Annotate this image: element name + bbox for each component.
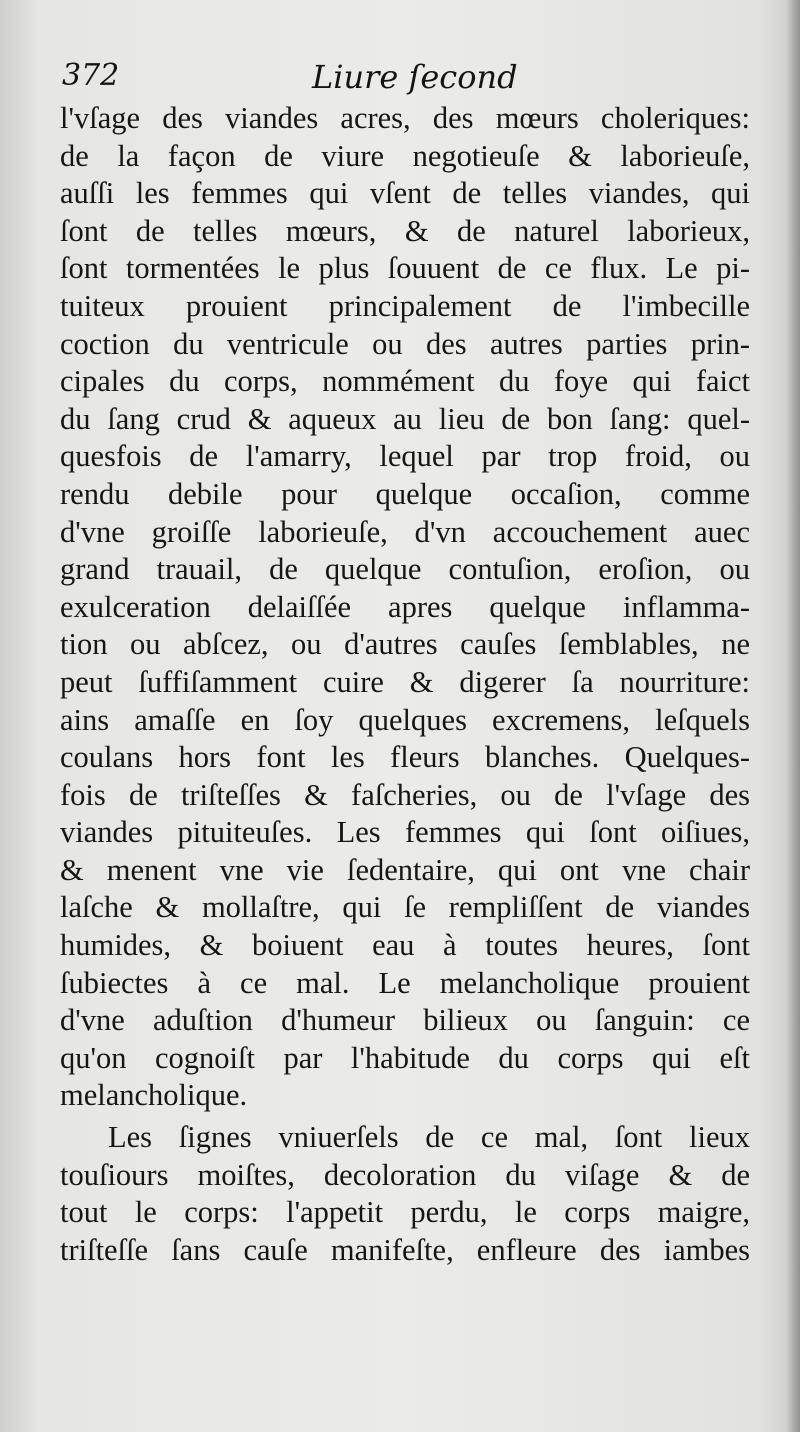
text-line: quesfois de l'amarry, lequel par trop froid, ou — [60, 439, 750, 474]
text-line: Les ſignes vniuerſels de ce mal, ſont lieux — [108, 1120, 750, 1155]
text-line: coulans hors font les fleurs blanches. Quelques- — [60, 740, 750, 775]
text-line: tuiteux prouient principalement de l'imbecille — [60, 288, 750, 323]
text-line: touſiours moiſtes, decoloration du viſage & de — [60, 1157, 750, 1192]
text-line: peut ſuffiſamment cuire & digerer ſa nourriture: — [60, 664, 750, 699]
running-title: Liure ſecond — [312, 58, 518, 96]
text-line: l'vſage des viandes acres, des mœurs choleriques: — [60, 101, 750, 135]
text-line: de la façon de viure negotieuſe & laborieuſe, — [60, 138, 750, 173]
text-line: tout le corps: l'appetit perdu, le corps maigre, — [60, 1195, 750, 1230]
text-line: cipales du corps, nommément du foye qui faict — [60, 364, 750, 399]
text-line: d'vne aduſtion d'humeur bilieux ou ſanguin: ce — [60, 1003, 750, 1038]
text-line: & menent vne vie ſedentaire, qui ont vne chair — [60, 852, 750, 887]
page-header — [62, 58, 742, 98]
text-line: auſſi les femmes qui vſent de telles viandes, qui — [60, 176, 750, 211]
text-line: grand trauail, de quelque contuſion, eroſion, ou — [60, 552, 750, 587]
page-gutter-shadow — [786, 0, 800, 1432]
body-text — [60, 100, 750, 1269]
text-line: coction du ventricule ou des autres parties prin- — [60, 326, 750, 361]
text-line: triſteſſe ſans cauſe manifeſte, enfleure des iambes — [60, 1232, 750, 1267]
text-line: tion ou abſcez, ou d'autres cauſes ſemblables, ne — [60, 627, 750, 662]
text-line: exulceration delaiſſée apres quelque inflamma- — [60, 589, 750, 624]
text-line: ains amaſſe en ſoy quelques excremens, leſquels — [60, 702, 750, 737]
text-line: viandes pituiteuſes. Les femmes qui ſont oiſiues, — [60, 815, 750, 850]
text-line: laſche & mollaſtre, qui ſe rempliſſent de viandes — [60, 890, 750, 925]
text-line: melancholique. — [60, 1078, 248, 1113]
text-line: qu'on cognoiſt par l'habitude du corps qui eſt — [60, 1040, 750, 1075]
page-number: 372 — [62, 58, 120, 93]
text-line: du ſang crud & aqueux au lieu de bon ſang: quel- — [60, 401, 750, 436]
text-line: humides, & boiuent eau à toutes heures, ſont — [60, 928, 750, 963]
text-line: ſont de telles mœurs, & de naturel laborieux, — [60, 213, 750, 248]
text-line: rendu debile pour quelque occaſion, comme — [60, 476, 750, 511]
paragraph-2 — [60, 1119, 750, 1269]
text-line: fois de triſteſſes & faſcheries, ou de l'vſage des — [60, 777, 750, 812]
text-line: ſubiectes à ce mal. Le melancholique prouient — [60, 965, 750, 1000]
paragraph-1 — [60, 100, 750, 1115]
text-line: d'vne groiſſe laborieuſe, d'vn accouchement auec — [60, 514, 750, 549]
text-line: ſont tormentées le plus ſouuent de ce flux. Le pi- — [60, 251, 750, 286]
